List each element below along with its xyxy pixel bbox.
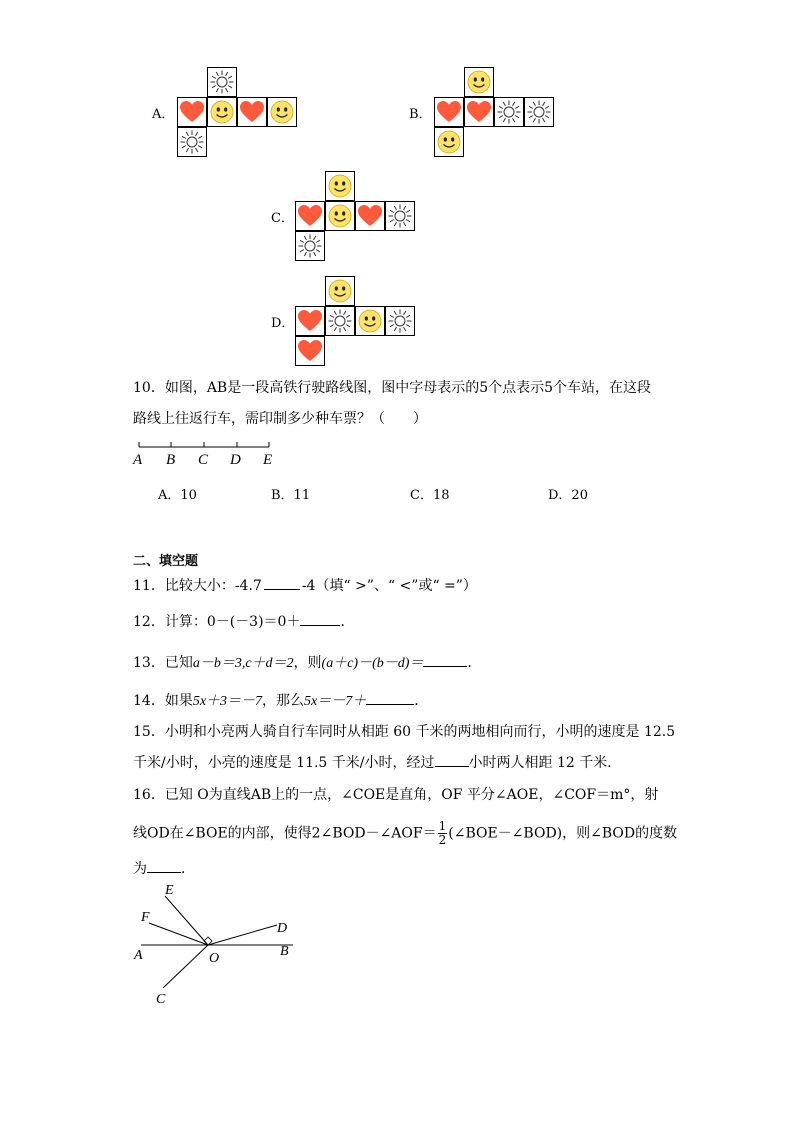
question-15-line2	[133, 752, 621, 773]
sun-icon	[208, 68, 236, 96]
net-cell	[295, 336, 325, 366]
sun-icon	[178, 128, 206, 156]
option-d-label: D．	[271, 316, 295, 331]
angle-point-label: B	[280, 944, 289, 959]
smile-icon	[356, 307, 384, 335]
option-a-label: A．	[152, 107, 175, 122]
net-cell	[325, 306, 355, 336]
question-16-line2b: (∠BOE－∠BOD)，则∠BOD的度数	[448, 825, 678, 842]
question-16-line3	[133, 858, 195, 879]
question-12	[133, 611, 354, 632]
net-cell	[464, 97, 494, 127]
heart-icon	[465, 98, 493, 126]
angle-diagram	[125, 880, 305, 1010]
question-16-line1: 16．已知 O为直线AB上的一点，∠COE是直角，OF 平分∠AOE，∠COF＝m°，射	[133, 787, 659, 803]
net-cell	[295, 306, 325, 336]
answer-blank[interactable]	[423, 652, 467, 667]
question-10-line1: 10．如图，AB是一段高铁行驶路线图，图中字母表示的5个点表示5个车站，在这段	[133, 380, 652, 396]
answer-blank[interactable]	[435, 752, 469, 767]
question-14-pre: 14．如果	[133, 693, 193, 709]
route-point-label: E	[263, 452, 273, 468]
sun-icon	[386, 307, 414, 335]
question-12-pre: 12．计算：0－(－3)＝0＋	[133, 614, 301, 630]
question-13-mid: ，则	[293, 655, 322, 671]
question-14-post: ．	[414, 693, 429, 709]
net-cell	[355, 306, 385, 336]
net-cell	[325, 276, 355, 306]
angle-point-label: O	[209, 951, 220, 966]
heart-icon	[238, 98, 266, 126]
angle-point-label: F	[141, 910, 150, 925]
question-14-math2: 5x＝－7＋	[304, 694, 367, 709]
net-cell	[385, 201, 415, 231]
option-b-label: B．	[409, 107, 432, 122]
question-11-post: -4（填“ >”、“ <”或“ =”）	[301, 578, 477, 594]
net-cell	[295, 231, 325, 261]
net-cell	[325, 171, 355, 201]
smile-icon	[326, 202, 354, 230]
net-cell	[237, 97, 267, 127]
heart-icon	[296, 202, 324, 230]
question-12-post: ．	[340, 614, 355, 630]
choice-c[interactable]: C．18	[410, 488, 450, 503]
net-cell	[494, 97, 524, 127]
smile-icon	[268, 98, 296, 126]
net-cell	[325, 201, 355, 231]
answer-blank[interactable]	[300, 611, 340, 626]
net-cell	[295, 201, 325, 231]
net-cell	[207, 97, 237, 127]
angle-point-label: D	[277, 921, 288, 936]
heart-icon	[296, 337, 324, 365]
net-cell	[267, 97, 297, 127]
option-c-label: C．	[271, 211, 294, 226]
answer-blank[interactable]	[264, 575, 300, 590]
question-15-line1: 15．小明和小亮两人骑自行车同时从相距 60 千米的两地相向而行，小明的速度是 12.5	[133, 724, 676, 740]
sun-icon	[296, 232, 324, 260]
route-point-label: B	[166, 452, 176, 468]
question-13	[133, 652, 481, 674]
net-cell	[464, 67, 494, 97]
angle-point-label: C	[156, 992, 166, 1007]
question-13-post: ．	[467, 655, 482, 671]
answer-blank[interactable]	[366, 690, 414, 705]
answer-blank[interactable]	[147, 858, 181, 873]
fraction	[438, 820, 448, 847]
net-cell	[207, 67, 237, 97]
question-13-math1: a－b＝3,c＋d＝2	[192, 656, 294, 671]
sun-icon	[326, 307, 354, 335]
heart-icon	[296, 307, 324, 335]
smile-icon	[326, 277, 354, 305]
net-cell	[434, 97, 464, 127]
sun-icon	[386, 202, 414, 230]
route-point-label: C	[198, 452, 209, 468]
question-14	[133, 690, 428, 712]
smile-icon	[208, 98, 236, 126]
sun-icon	[495, 98, 523, 126]
route-diagram	[130, 438, 280, 470]
section-heading: 二、填空题	[133, 554, 199, 569]
question-16-post: ．	[181, 861, 195, 877]
question-16-line2a: 线OD在∠BOE的内部，使得2∠BOD－∠AOF＝	[133, 825, 437, 842]
question-15-pre: 千米/小时，小亮的速度是 11.5 千米/小时，经过	[133, 755, 435, 771]
question-11-pre: 11．比较大小：-4.7	[133, 578, 262, 594]
angle-point-label: A	[134, 948, 143, 963]
smile-icon	[326, 172, 354, 200]
fraction-denominator: 2	[438, 833, 447, 847]
route-point-label: D	[230, 452, 241, 468]
smile-icon	[435, 128, 463, 156]
net-cell	[385, 306, 415, 336]
heart-icon	[178, 98, 206, 126]
net-cell	[177, 97, 207, 127]
heart-icon	[435, 98, 463, 126]
question-13-pre: 13．已知	[133, 655, 193, 671]
question-14-mid: ，那么	[262, 693, 305, 709]
sun-icon	[525, 98, 553, 126]
question-16-pre: 为	[133, 861, 147, 877]
choice-b[interactable]: B．11	[271, 488, 311, 503]
question-14-math1: 5x＋3＝－7	[192, 694, 263, 709]
question-16-line2	[133, 820, 677, 847]
question-11	[133, 575, 477, 596]
net-cell	[355, 201, 385, 231]
question-15-post: 小时两人相距 12 千米．	[468, 755, 622, 771]
fraction-numerator: 1	[438, 819, 447, 833]
net-cell	[434, 127, 464, 157]
question-10-line2: 路线上往返行车，需印制多少种车票？（ ）	[133, 411, 427, 427]
angle-point-label: E	[165, 883, 174, 898]
route-point-label: A	[133, 452, 143, 468]
net-cell	[524, 97, 554, 127]
question-13-math2: (a＋c)－(b－d)＝	[321, 656, 424, 671]
heart-icon	[356, 202, 384, 230]
choice-a[interactable]: A．10	[158, 488, 197, 503]
smile-icon	[465, 68, 493, 96]
net-cell	[177, 127, 207, 157]
choice-d[interactable]: D．20	[548, 488, 588, 503]
